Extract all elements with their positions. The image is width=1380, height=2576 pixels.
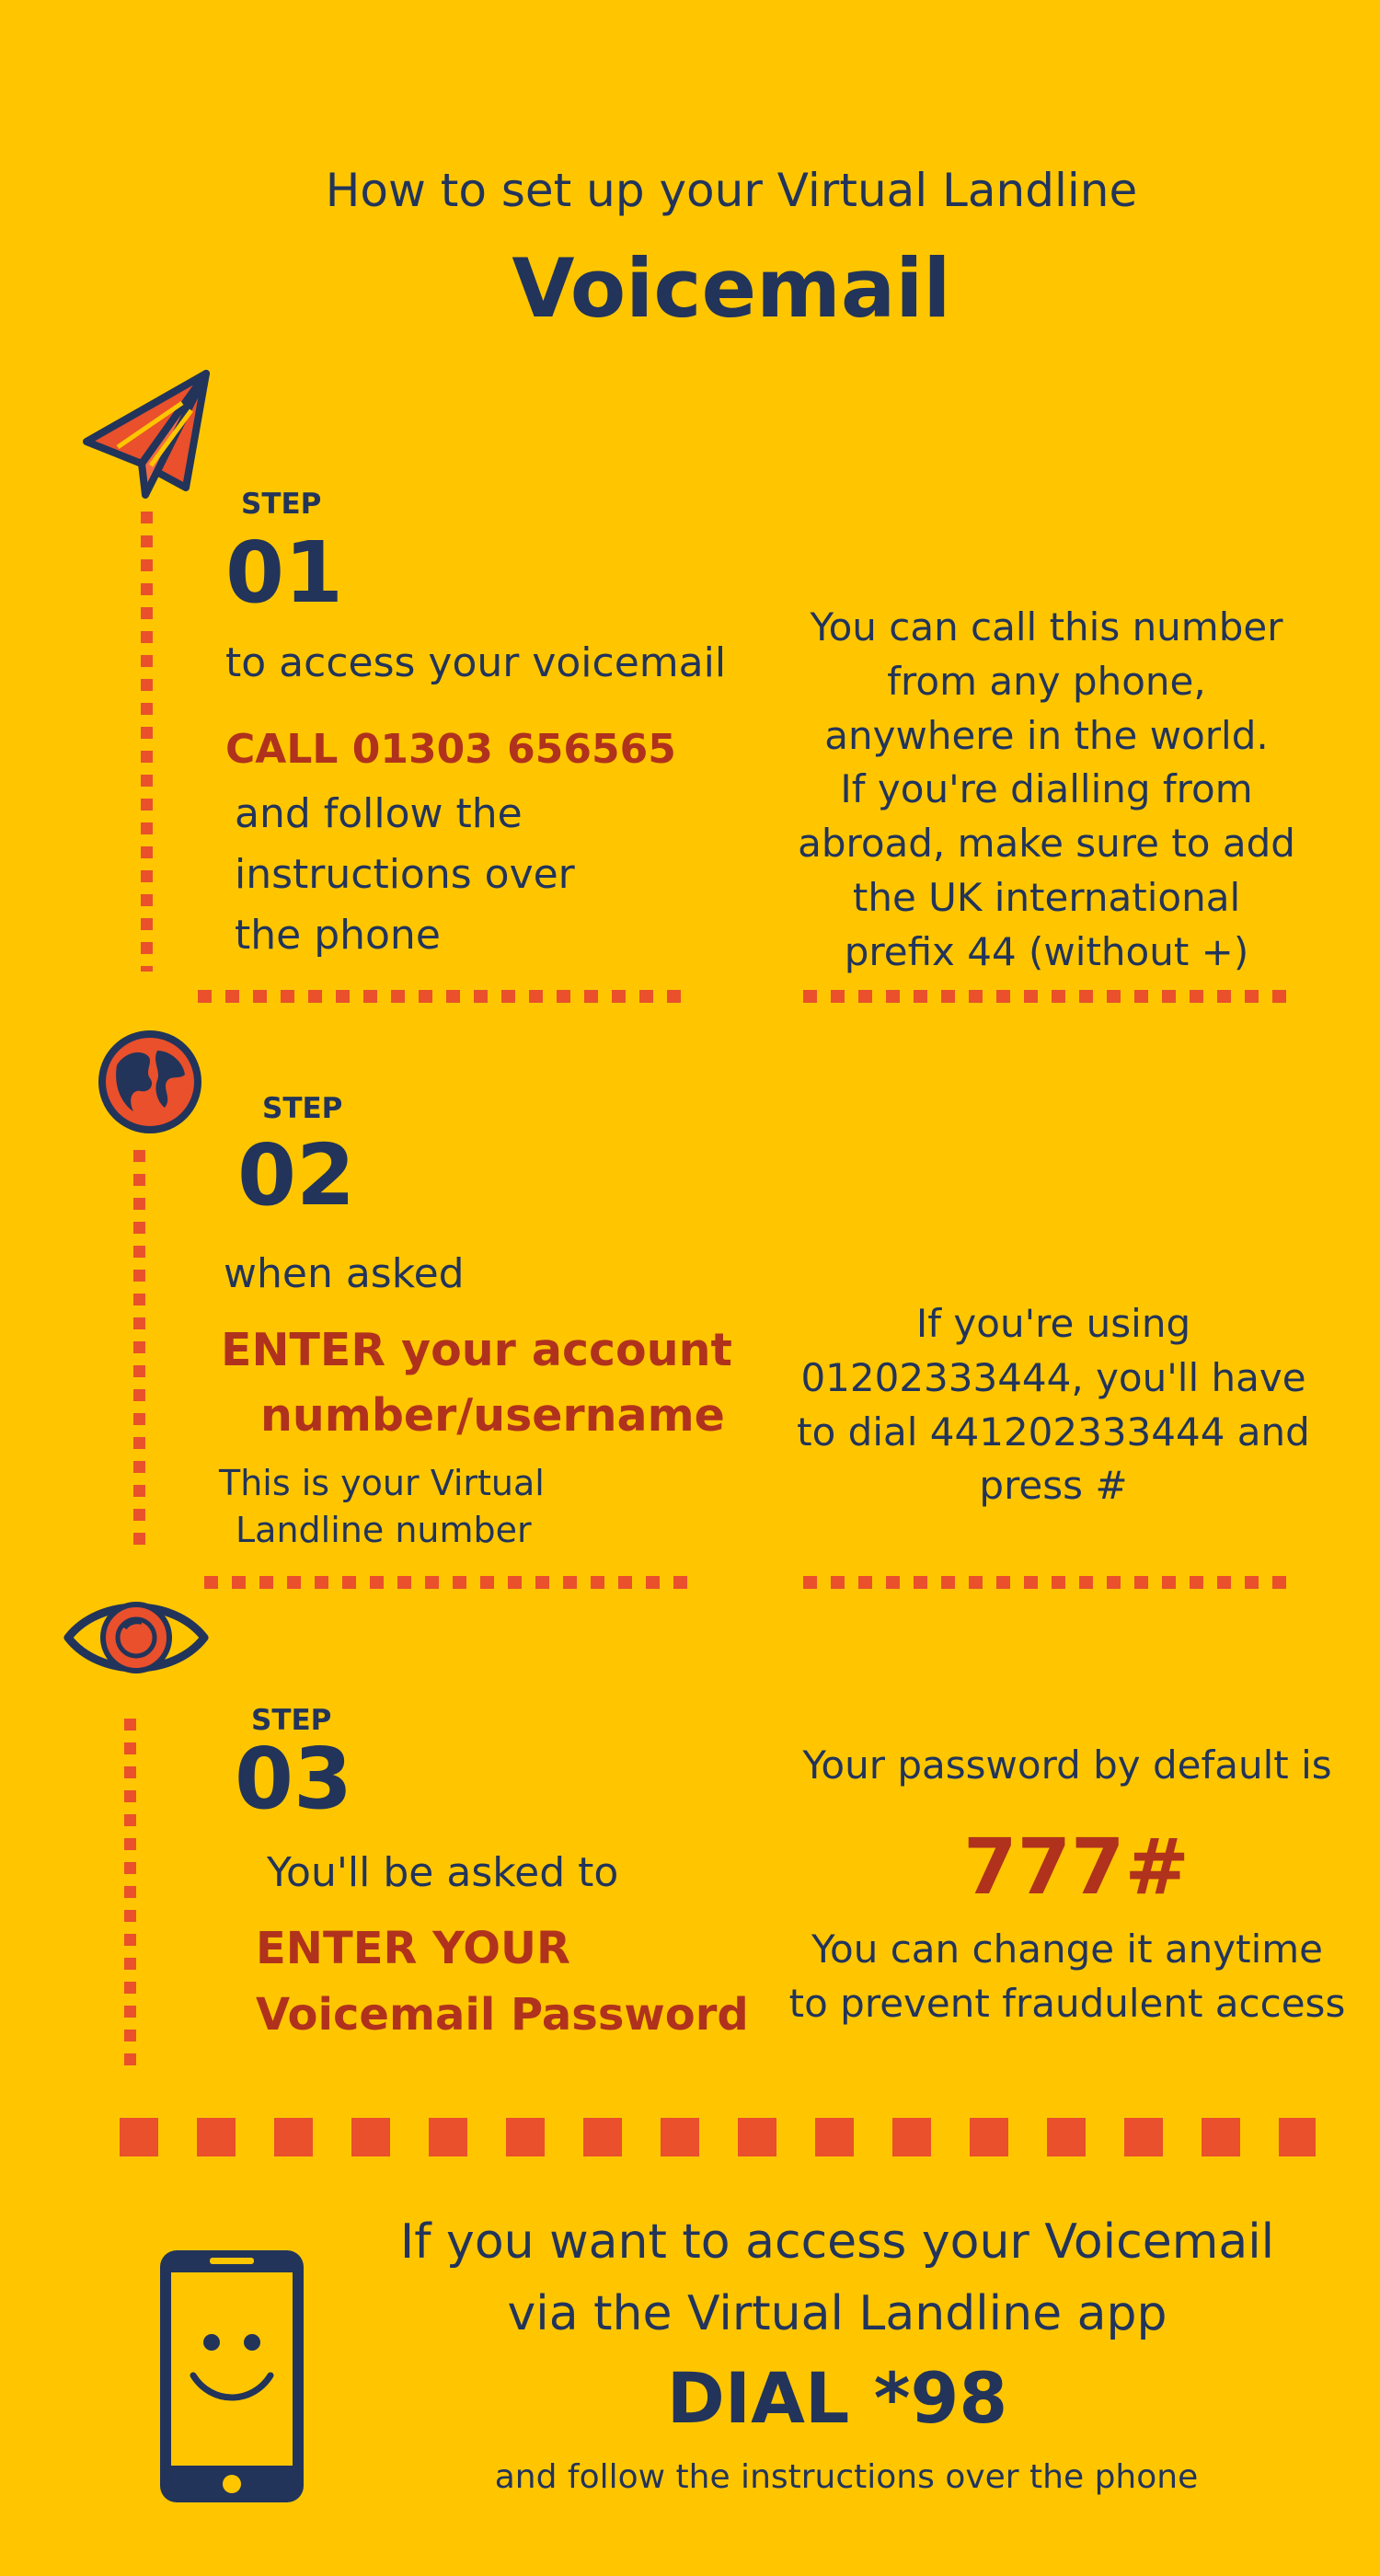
step2-note: [791, 1297, 1316, 1513]
step3-intro: You'll be asked to: [267, 1849, 619, 1896]
paper-plane-icon: [81, 366, 210, 504]
step2-label: STEP: [262, 1092, 343, 1125]
step1-number: 01: [225, 523, 344, 622]
step1-follow-line: and follow the: [235, 790, 523, 837]
step2-hint: [219, 1460, 545, 1555]
step1-note-line: the UK international: [852, 874, 1241, 920]
step2-hint-line: This is your Virtual: [219, 1463, 545, 1503]
app-info-line: via the Virtual Landline app: [507, 2286, 1167, 2341]
step1-dotted-line: [141, 512, 153, 972]
step2-divider-left: [204, 1576, 692, 1589]
step2-hint-line: Landline number: [236, 1510, 532, 1551]
step1-divider-right: [803, 990, 1291, 1003]
app-info-line: If you want to access your Voicemail: [399, 2214, 1275, 2270]
step2-number: 02: [237, 1126, 356, 1225]
step1-label: STEP: [241, 488, 322, 521]
smartphone-icon: [156, 2247, 307, 2506]
step1-note-line: abroad, make sure to add: [798, 821, 1295, 867]
step1-follow: [235, 784, 575, 966]
step1-divider-left: [198, 990, 685, 1003]
section-divider: [120, 2118, 1316, 2156]
step1-note-line: If you're dialling from: [840, 766, 1253, 812]
step3-note-top: Your password by default is: [802, 1742, 1332, 1788]
step3-note-line: You can change it anytime: [811, 1926, 1324, 1972]
step3-action-line: Voicemail Password: [256, 1989, 749, 2041]
step1-note-line: prefix 44 (without +): [844, 928, 1249, 974]
step1-action: CALL 01303 656565: [225, 726, 676, 773]
app-info: [359, 2206, 1316, 2350]
step2-action-line: ENTER your account: [221, 1324, 732, 1376]
step2-note-line: to dial 441202333444 and: [797, 1409, 1310, 1455]
globe-icon: [97, 1029, 203, 1135]
step2-intro: when asked: [224, 1250, 465, 1297]
step2-note-line: If you're using: [915, 1301, 1191, 1346]
step3-dotted-line: [124, 1719, 136, 2068]
step1-note-line: You can call this number: [810, 604, 1283, 650]
step2-action: [221, 1317, 732, 1448]
step1-note-line: from any phone,: [887, 658, 1206, 704]
step1-note-line: anywhere in the world.: [824, 712, 1269, 758]
step3-action-line: ENTER YOUR: [256, 1923, 570, 1974]
step2-action-line: number/username: [260, 1389, 725, 1443]
dial-code: DIAL *98: [666, 2357, 1008, 2439]
page-title: Voicemail: [512, 241, 951, 336]
step2-dotted-line: [133, 1150, 145, 1547]
eye-icon: [63, 1592, 210, 1684]
step2-note-line: press #: [979, 1463, 1128, 1509]
step2-divider-right: [803, 1576, 1291, 1589]
step1-follow-line: the phone: [235, 912, 441, 959]
app-footer: and follow the instructions over the phone: [494, 2458, 1199, 2496]
step1-intro: to access your voicemail: [225, 639, 727, 686]
page-subtitle: How to set up your Virtual Landline: [325, 164, 1138, 217]
step1-note: [787, 601, 1306, 980]
step2-note-line: 01202333444, you'll have: [800, 1354, 1306, 1400]
step3-note-line: to prevent fraudulent access: [788, 1980, 1346, 2026]
step3-label: STEP: [251, 1704, 332, 1737]
step3-number: 03: [235, 1730, 353, 1828]
step1-follow-line: instructions over: [235, 851, 575, 898]
step3-password: 777#: [963, 1822, 1190, 1912]
step3-action: [256, 1915, 749, 2048]
step3-note: [782, 1923, 1352, 2031]
